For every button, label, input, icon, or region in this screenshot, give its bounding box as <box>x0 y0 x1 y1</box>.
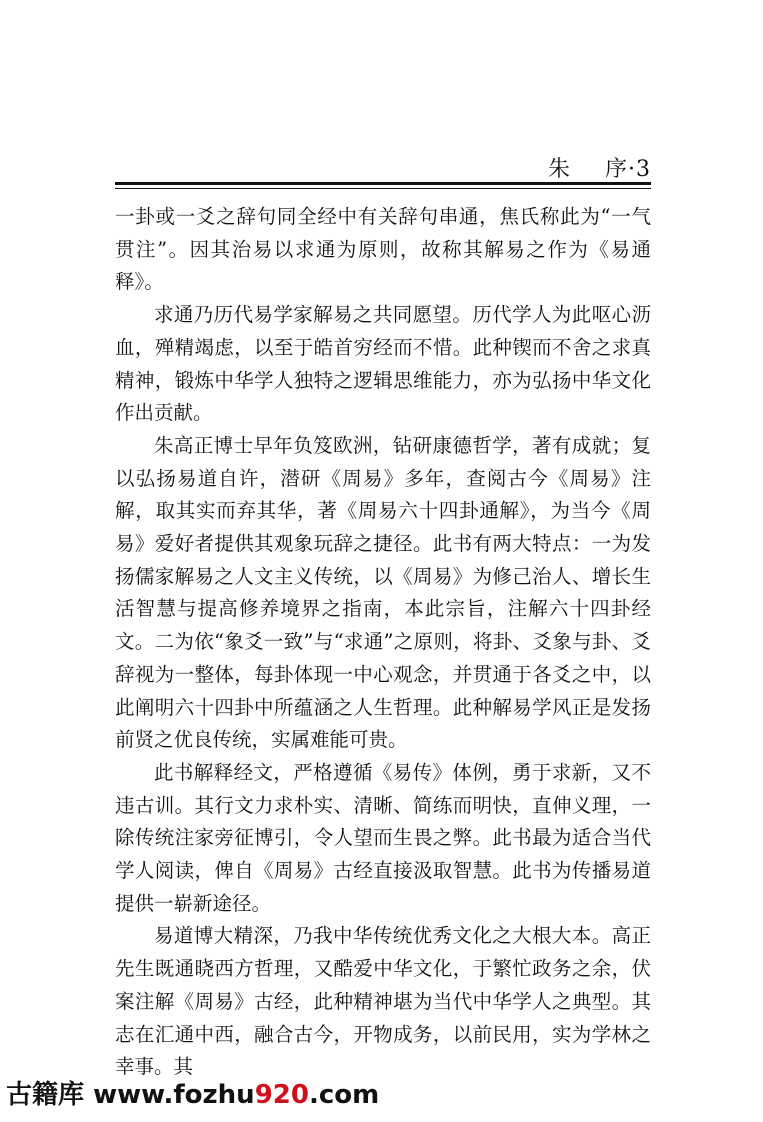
paragraph-4: 此书解释经文，严格遵循《易传》体例，勇于求新，又不违古训。其行文力求朴实、清晰、简练而明快，直伸义理，一除传统注家旁征博引，令人望而生畏之弊。此书最为适合当代学人阅读，俾自《周易》古经直接汲取智慧。此书为传播易道提供一崭新途径。 <box>115 760 651 915</box>
site-url-number: 920 <box>254 1080 309 1110</box>
header-rule-thick <box>115 182 651 185</box>
paragraph-2: 求通乃历代易学家解易之共同愿望。历代学人为此呕心沥血，殚精竭虑，以至于皓首穷经而不惜。此种锲而不舍之求真精神，锻炼中华学人独特之逻辑思维能力，亦为弘扬中华文化作出贡献。 <box>115 303 651 425</box>
paragraph-5: 易道博大精深，乃我中华传统优秀文化之大根大本。高正先生既通晓西方哲理，又酷爱中华文化，于繁忙政务之余，伏案注解《周易》古经，此种精神堪为当代中华学人之典型。其志在汇通中西，融合古今，开物成务，以前民用，实为学林之幸事。其 <box>115 924 651 1079</box>
page-number: ·3 <box>628 157 651 182</box>
site-name: 古籍库 <box>6 1080 85 1110</box>
paragraph-1: 一卦或一爻之辞句同全经中有关辞句串通，焦氏称此为“一气贯注”。因其治易以求通为原则，故称其解易之作为《易通释》。 <box>115 205 651 294</box>
running-head-char-2: 序 <box>604 157 628 182</box>
footer-watermark <box>6 1074 379 1111</box>
running-head <box>548 152 651 183</box>
body-text <box>115 201 651 1084</box>
paragraph-3: 朱高正博士早年负笈欧洲，钻研康德哲学，著有成就；复以弘扬易道自许，潜研《周易》多年，查阅古今《周易》注解，取其实而弃其华，著《周易六十四卦通解》，为当今《周易》爱好者提供其观象玩辞之捷径。此书有两大特点：一为发扬儒家解易之人文主义传统，以《周易》为修己治人、增长生活智慧与提高修养境界之指南，本此宗旨，注解六十四卦经文。二为依“象爻一致”与“求通”之原则，将卦、爻象与卦、爻辞视为一整体，每卦体现一中心观念，并贯通于各爻之中，以此阐明六十四卦中所蕴涵之人生哲理。此种解易学风正是发扬前贤之优良传统，实属难能可贵。 <box>115 433 651 752</box>
site-url-prefix: www.fozhu <box>93 1080 255 1110</box>
header-rule-thin <box>115 188 651 189</box>
site-url-suffix: .com <box>308 1080 380 1110</box>
running-head-char-1: 朱 <box>547 157 571 182</box>
site-url[interactable] <box>93 1080 379 1110</box>
